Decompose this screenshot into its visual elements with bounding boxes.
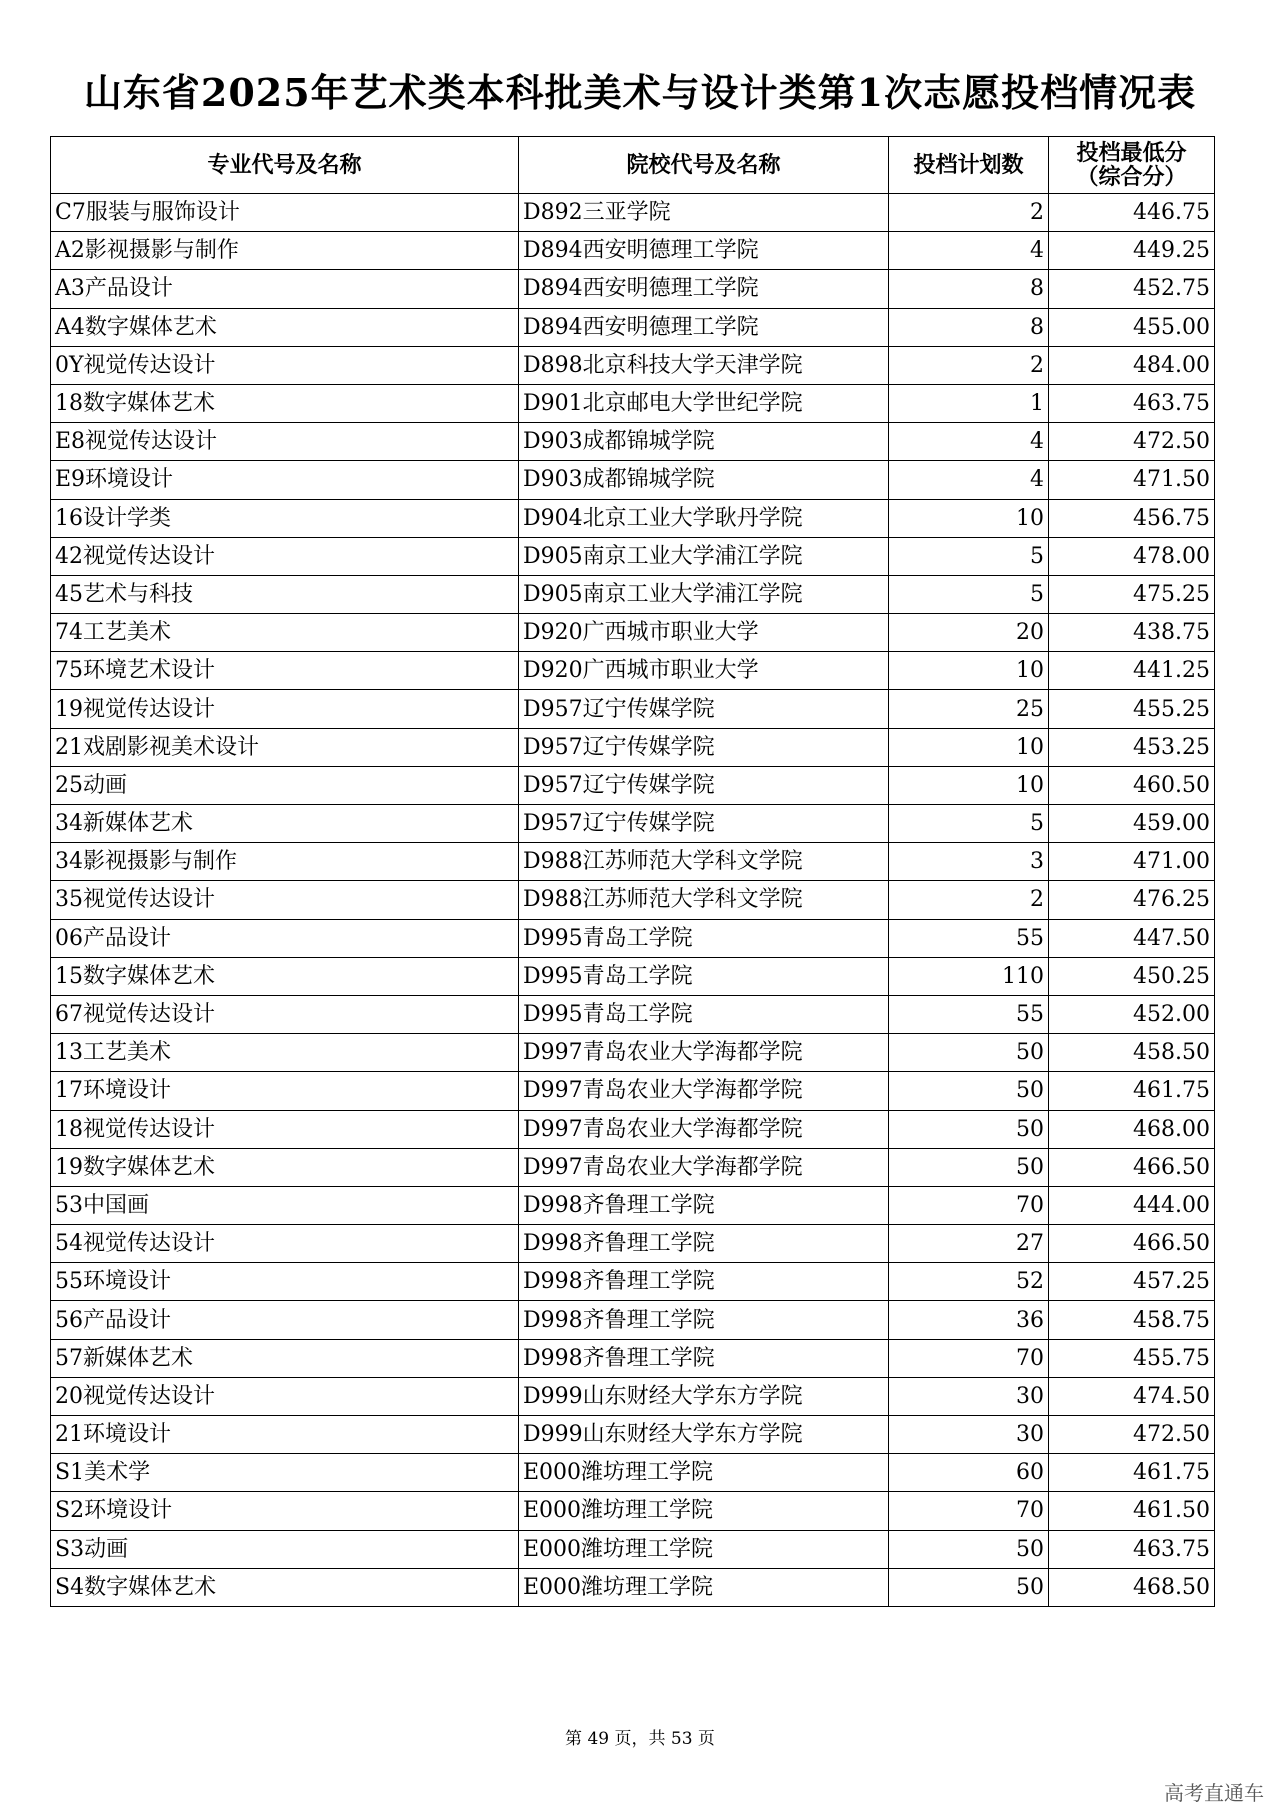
cell-score: 468.50 <box>1049 1568 1215 1606</box>
cell-school: D988江苏师范大学科文学院 <box>519 881 889 919</box>
cell-school: D988江苏师范大学科文学院 <box>519 843 889 881</box>
header-score-line2: （综合分） <box>1076 164 1187 190</box>
cell-plan: 50 <box>889 1072 1049 1110</box>
cell-school: D892三亚学院 <box>519 194 889 232</box>
cell-major: S2环境设计 <box>51 1492 519 1530</box>
cell-plan: 4 <box>889 232 1049 270</box>
cell-school: E000潍坊理工学院 <box>519 1492 889 1530</box>
cell-plan: 50 <box>889 1568 1049 1606</box>
table-row <box>51 1110 1215 1148</box>
table-row <box>51 995 1215 1033</box>
cell-major: 21戏剧影视美术设计 <box>51 728 519 766</box>
cell-major: 45艺术与科技 <box>51 575 519 613</box>
table-row <box>51 1301 1215 1339</box>
cell-plan: 30 <box>889 1377 1049 1415</box>
cell-score: 458.75 <box>1049 1301 1215 1339</box>
cell-plan: 1 <box>889 384 1049 422</box>
cell-major: 56产品设计 <box>51 1301 519 1339</box>
cell-score: 471.50 <box>1049 461 1215 499</box>
cell-major: A2影视摄影与制作 <box>51 232 519 270</box>
table-row <box>51 843 1215 881</box>
page-number: 第 49 页，共 53 页 <box>565 1729 715 1749</box>
cell-score: 460.50 <box>1049 766 1215 804</box>
cell-score: 452.75 <box>1049 270 1215 308</box>
cell-major: 17环境设计 <box>51 1072 519 1110</box>
cell-school: D999山东财经大学东方学院 <box>519 1416 889 1454</box>
table-row <box>51 1263 1215 1301</box>
cell-plan: 27 <box>889 1225 1049 1263</box>
cell-major: 57新媒体艺术 <box>51 1339 519 1377</box>
cell-plan: 55 <box>889 919 1049 957</box>
cell-score: 461.75 <box>1049 1072 1215 1110</box>
cell-school: D920广西城市职业大学 <box>519 614 889 652</box>
table-row <box>51 1148 1215 1186</box>
cell-major: 54视觉传达设计 <box>51 1225 519 1263</box>
cell-plan: 8 <box>889 270 1049 308</box>
cell-major: 21环境设计 <box>51 1416 519 1454</box>
cell-score: 478.00 <box>1049 537 1215 575</box>
table-row <box>51 270 1215 308</box>
cell-score: 444.00 <box>1049 1186 1215 1224</box>
table-row <box>51 652 1215 690</box>
cell-major: 13工艺美术 <box>51 1034 519 1072</box>
table-row <box>51 919 1215 957</box>
cell-plan: 8 <box>889 308 1049 346</box>
table-row <box>51 728 1215 766</box>
cell-score: 455.25 <box>1049 690 1215 728</box>
cell-school: E000潍坊理工学院 <box>519 1568 889 1606</box>
cell-school: D905南京工业大学浦江学院 <box>519 537 889 575</box>
cell-school: D898北京科技大学天津学院 <box>519 346 889 384</box>
cell-score: 484.00 <box>1049 346 1215 384</box>
cell-score: 471.00 <box>1049 843 1215 881</box>
cell-score: 461.75 <box>1049 1454 1215 1492</box>
cell-major: C7服装与服饰设计 <box>51 194 519 232</box>
cell-school: D894西安明德理工学院 <box>519 308 889 346</box>
cell-school: D997青岛农业大学海都学院 <box>519 1148 889 1186</box>
cell-score: 466.50 <box>1049 1225 1215 1263</box>
cell-plan: 55 <box>889 995 1049 1033</box>
cell-score: 472.50 <box>1049 1416 1215 1454</box>
cell-score: 463.75 <box>1049 1530 1215 1568</box>
cell-school: D995青岛工学院 <box>519 919 889 957</box>
cell-plan: 36 <box>889 1301 1049 1339</box>
cell-plan: 5 <box>889 805 1049 843</box>
cell-score: 463.75 <box>1049 384 1215 422</box>
cell-major: 19数字媒体艺术 <box>51 1148 519 1186</box>
cell-major: 75环境艺术设计 <box>51 652 519 690</box>
cell-major: 53中国画 <box>51 1186 519 1224</box>
table-row <box>51 805 1215 843</box>
cell-plan: 30 <box>889 1416 1049 1454</box>
header-row <box>51 137 1215 194</box>
table-row <box>51 232 1215 270</box>
cell-major: 35视觉传达设计 <box>51 881 519 919</box>
cell-major: 67视觉传达设计 <box>51 995 519 1033</box>
cell-major: E8视觉传达设计 <box>51 423 519 461</box>
cell-plan: 2 <box>889 346 1049 384</box>
table-row <box>51 881 1215 919</box>
admission-table <box>50 136 1215 1607</box>
cell-score: 450.25 <box>1049 957 1215 995</box>
cell-plan: 20 <box>889 614 1049 652</box>
cell-school: E000潍坊理工学院 <box>519 1454 889 1492</box>
page-title: 山东省2025年艺术类本科批美术与设计类第1次志愿投档情况表 <box>83 70 1197 115</box>
table-row <box>51 384 1215 422</box>
table-row <box>51 1225 1215 1263</box>
cell-school: E000潍坊理工学院 <box>519 1530 889 1568</box>
cell-major: 16设计学类 <box>51 499 519 537</box>
cell-score: 456.75 <box>1049 499 1215 537</box>
cell-plan: 60 <box>889 1454 1049 1492</box>
table-row <box>51 499 1215 537</box>
cell-plan: 10 <box>889 499 1049 537</box>
cell-major: 0Y视觉传达设计 <box>51 346 519 384</box>
header-score <box>1049 137 1215 194</box>
table-row <box>51 1454 1215 1492</box>
cell-major: 25动画 <box>51 766 519 804</box>
cell-school: D894西安明德理工学院 <box>519 232 889 270</box>
cell-major: 20视觉传达设计 <box>51 1377 519 1415</box>
cell-school: D998齐鲁理工学院 <box>519 1186 889 1224</box>
cell-school: D905南京工业大学浦江学院 <box>519 575 889 613</box>
cell-score: 452.00 <box>1049 995 1215 1033</box>
cell-score: 457.25 <box>1049 1263 1215 1301</box>
cell-school: D957辽宁传媒学院 <box>519 805 889 843</box>
cell-plan: 50 <box>889 1530 1049 1568</box>
cell-plan: 110 <box>889 957 1049 995</box>
cell-score: 438.75 <box>1049 614 1215 652</box>
cell-plan: 4 <box>889 461 1049 499</box>
cell-score: 475.25 <box>1049 575 1215 613</box>
cell-plan: 5 <box>889 575 1049 613</box>
table-row <box>51 1072 1215 1110</box>
cell-score: 468.00 <box>1049 1110 1215 1148</box>
cell-school: D903成都锦城学院 <box>519 461 889 499</box>
table-row <box>51 1034 1215 1072</box>
cell-score: 446.75 <box>1049 194 1215 232</box>
cell-school: D995青岛工学院 <box>519 957 889 995</box>
cell-score: 455.75 <box>1049 1339 1215 1377</box>
table-row <box>51 461 1215 499</box>
table-header <box>51 137 1215 194</box>
cell-school: D957辽宁传媒学院 <box>519 766 889 804</box>
cell-school: D901北京邮电大学世纪学院 <box>519 384 889 422</box>
cell-school: D997青岛农业大学海都学院 <box>519 1034 889 1072</box>
table-row <box>51 1416 1215 1454</box>
table-row <box>51 1377 1215 1415</box>
cell-score: 461.50 <box>1049 1492 1215 1530</box>
cell-school: D903成都锦城学院 <box>519 423 889 461</box>
cell-major: 74工艺美术 <box>51 614 519 652</box>
cell-plan: 52 <box>889 1263 1049 1301</box>
cell-major: S4数字媒体艺术 <box>51 1568 519 1606</box>
cell-school: D995青岛工学院 <box>519 995 889 1033</box>
cell-major: 34新媒体艺术 <box>51 805 519 843</box>
table-row <box>51 766 1215 804</box>
cell-major: 55环境设计 <box>51 1263 519 1301</box>
cell-school: D894西安明德理工学院 <box>519 270 889 308</box>
cell-plan: 70 <box>889 1339 1049 1377</box>
table-row <box>51 614 1215 652</box>
cell-plan: 10 <box>889 728 1049 766</box>
table-row <box>51 1568 1215 1606</box>
cell-school: D998齐鲁理工学院 <box>519 1339 889 1377</box>
cell-major: 18数字媒体艺术 <box>51 384 519 422</box>
cell-school: D998齐鲁理工学院 <box>519 1301 889 1339</box>
cell-score: 458.50 <box>1049 1034 1215 1072</box>
cell-major: 19视觉传达设计 <box>51 690 519 728</box>
header-major: 专业代号及名称 <box>51 137 519 194</box>
watermark: 高考直通车 <box>1164 1781 1264 1805</box>
cell-score: 447.50 <box>1049 919 1215 957</box>
cell-score: 449.25 <box>1049 232 1215 270</box>
cell-plan: 70 <box>889 1492 1049 1530</box>
cell-major: E9环境设计 <box>51 461 519 499</box>
cell-plan: 10 <box>889 652 1049 690</box>
table-row <box>51 1492 1215 1530</box>
cell-school: D904北京工业大学耿丹学院 <box>519 499 889 537</box>
cell-major: 06产品设计 <box>51 919 519 957</box>
cell-school: D998齐鲁理工学院 <box>519 1263 889 1301</box>
cell-major: 18视觉传达设计 <box>51 1110 519 1148</box>
table-row <box>51 1339 1215 1377</box>
cell-score: 455.00 <box>1049 308 1215 346</box>
table-row <box>51 537 1215 575</box>
cell-score: 476.25 <box>1049 881 1215 919</box>
cell-plan: 50 <box>889 1110 1049 1148</box>
table-row <box>51 575 1215 613</box>
cell-major: A4数字媒体艺术 <box>51 308 519 346</box>
header-plan: 投档计划数 <box>889 137 1049 194</box>
table-row <box>51 346 1215 384</box>
cell-school: D999山东财经大学东方学院 <box>519 1377 889 1415</box>
cell-school: D998齐鲁理工学院 <box>519 1225 889 1263</box>
cell-major: 15数字媒体艺术 <box>51 957 519 995</box>
cell-major: A3产品设计 <box>51 270 519 308</box>
cell-plan: 4 <box>889 423 1049 461</box>
cell-plan: 25 <box>889 690 1049 728</box>
cell-school: D997青岛农业大学海都学院 <box>519 1110 889 1148</box>
header-school: 院校代号及名称 <box>519 137 889 194</box>
cell-plan: 3 <box>889 843 1049 881</box>
table-row <box>51 308 1215 346</box>
cell-school: D997青岛农业大学海都学院 <box>519 1072 889 1110</box>
cell-plan: 5 <box>889 537 1049 575</box>
cell-score: 441.25 <box>1049 652 1215 690</box>
cell-score: 466.50 <box>1049 1148 1215 1186</box>
cell-score: 474.50 <box>1049 1377 1215 1415</box>
table-row <box>51 957 1215 995</box>
cell-plan: 50 <box>889 1148 1049 1186</box>
cell-score: 453.25 <box>1049 728 1215 766</box>
cell-plan: 2 <box>889 881 1049 919</box>
cell-school: D957辽宁传媒学院 <box>519 690 889 728</box>
cell-major: S3动画 <box>51 1530 519 1568</box>
cell-score: 472.50 <box>1049 423 1215 461</box>
cell-school: D957辽宁传媒学院 <box>519 728 889 766</box>
table-row <box>51 194 1215 232</box>
cell-school: D920广西城市职业大学 <box>519 652 889 690</box>
cell-score: 459.00 <box>1049 805 1215 843</box>
table-row <box>51 1186 1215 1224</box>
table-row <box>51 423 1215 461</box>
table-row <box>51 690 1215 728</box>
table-row <box>51 1530 1215 1568</box>
cell-major: 42视觉传达设计 <box>51 537 519 575</box>
cell-major: S1美术学 <box>51 1454 519 1492</box>
cell-plan: 2 <box>889 194 1049 232</box>
header-score-line1: 投档最低分 <box>1076 140 1187 166</box>
cell-plan: 50 <box>889 1034 1049 1072</box>
cell-major: 34影视摄影与制作 <box>51 843 519 881</box>
cell-plan: 70 <box>889 1186 1049 1224</box>
cell-plan: 10 <box>889 766 1049 804</box>
table-body <box>51 194 1215 1607</box>
